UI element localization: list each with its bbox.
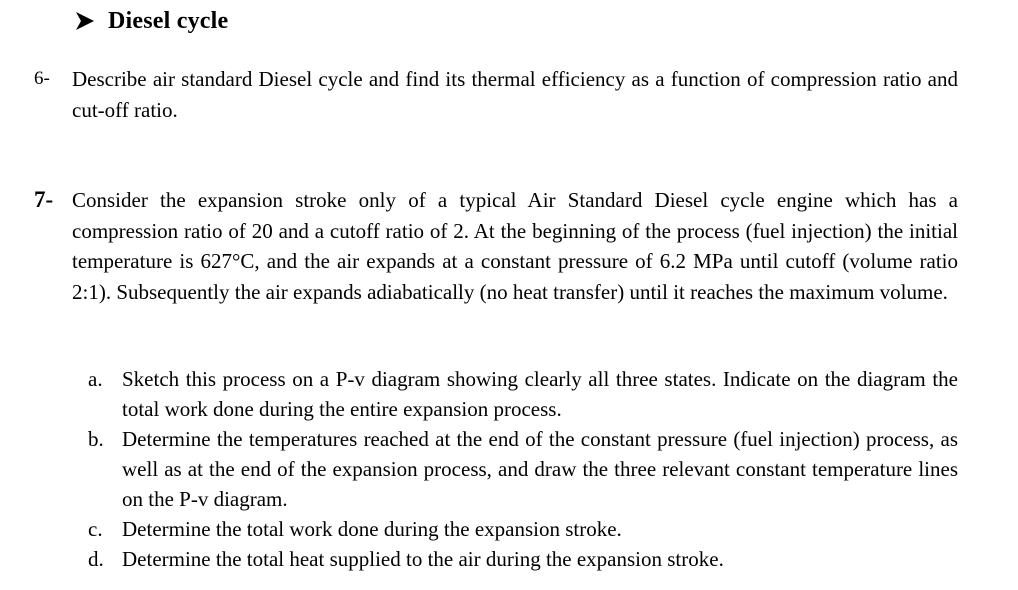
subpart-letter: a.	[88, 367, 103, 391]
list-item	[88, 514, 958, 544]
subpart-text: Determine the total heat supplied to the air during the expansion stroke.	[122, 547, 724, 571]
section-heading	[74, 4, 228, 38]
subpart-text: Determine the total work done during the expansion stroke.	[122, 517, 622, 541]
question-number: 7-	[34, 187, 54, 212]
list-item	[88, 364, 958, 424]
subpart-text: Sketch this process on a P-v diagram showing clearly all three states. Indicate on the diagram the total work done during the entire expansion process.	[122, 367, 958, 421]
subpart-letter: c.	[88, 517, 103, 541]
list-item	[88, 544, 958, 574]
subparts-list	[88, 364, 958, 574]
question-text: Describe air standard Diesel cycle and find its thermal efficiency as a function of compression ratio and cut-off ratio.	[72, 67, 958, 122]
subpart-letter: b.	[88, 427, 104, 451]
subpart-text: Determine the temperatures reached at the end of the constant pressure (fuel injection) process, as well as at the end of the expansion process, and draw the three relevant constant temperature lines on the P-v diagram.	[122, 427, 958, 511]
question-number: 6-	[34, 68, 50, 89]
question-7	[34, 185, 958, 307]
subpart-letter: d.	[88, 547, 104, 571]
section-title: Diesel cycle	[108, 7, 229, 34]
question-text: Consider the expansion stroke only of a typical Air Standard Diesel cycle engine which has a compression ratio of 20 and a cutoff ratio of 2. At the beginning of the process (fuel injection) the initial temperature is 627°C, and the air expands at a constant pressure of 6.2 MPa until cutoff (volume ratio 2:1). Subsequently the air expands adiabatically (no heat transfer) until it reaches the maximum volume.	[72, 188, 958, 304]
question-6	[34, 64, 958, 125]
arrowhead-bullet-icon	[74, 10, 96, 32]
list-item	[88, 424, 958, 514]
